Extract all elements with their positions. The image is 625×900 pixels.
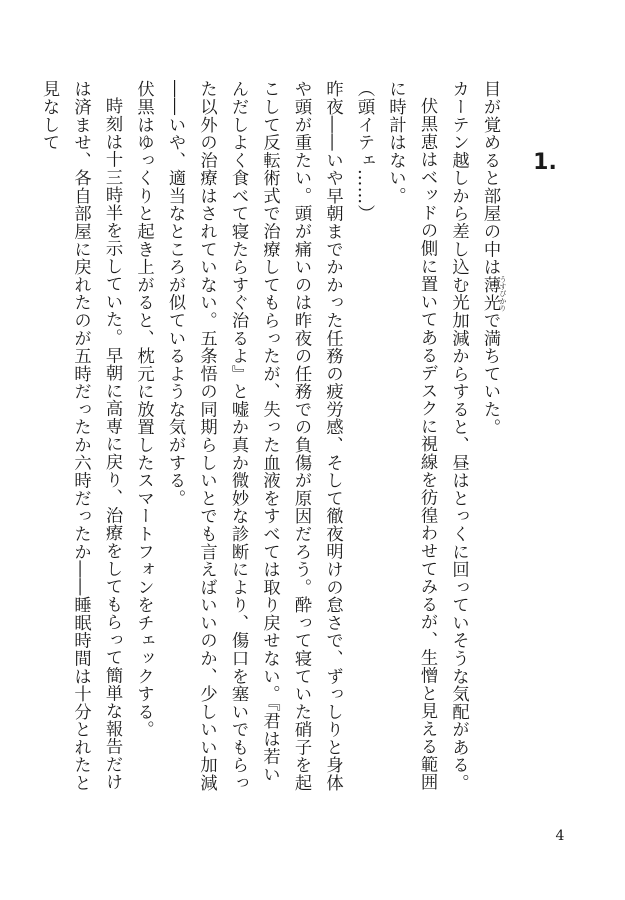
paragraph-7: 時刻は十三時半を示していた。早朝に高専に戻り、治療をしてもらって簡単な報告だけは済ませ、各自部屋に戻れたのが五時だったか六時だったか――睡眠時間は十分とれたと見なして — [39, 80, 122, 792]
paragraph-1-tail: で満ちていた。 — [480, 311, 500, 436]
paragraph-6: 伏黒はゆっくりと起き上がると、枕元に放置したスマートフォンをチェックする。 — [133, 80, 154, 739]
paragraph-3: 伏黒恵はベッドの側に置いてあるデスクに視線を彷徨わせてみるが、生憎と見える範囲に時計はない。 — [385, 80, 437, 792]
paragraph-5: 昨夜――いや早朝までかかった任務の疲労感、そして徹夜明けの怠さで、ずっしりと身体や頭が重たい。頭が痛いのは昨夜の任務での負傷が原因だろう。酔って寝ていた硝子を起こして反転術式で治療してもらったが、失った血液をすべては取り戻せない。『君は若いんだしよく食べて寝たらすぐ治るよ』と嘘か真か微妙な診断により、傷口を塞いでもらった以外の治療はされていない。五条悟の同期らしいとでも言えばいいのか、少しいい加減――いや、適当なところが似ているような気がする。 — [165, 80, 343, 792]
ruby-base: 薄光 — [480, 275, 500, 312]
body-text — [39, 80, 507, 800]
ruby-reading: うすびかり — [499, 275, 507, 312]
paragraph-1-text: 目が覚めると部屋の中は — [480, 80, 500, 276]
page-number: 4 — [555, 828, 565, 844]
paragraph-2: カーテン越しから差し込む光加減からすると、昼はとっくに回っていそうな気配がある。 — [448, 80, 469, 792]
chapter-number: 1. — [533, 150, 557, 175]
ruby-word — [480, 275, 507, 312]
paragraph-4: （頭イテェ……） — [354, 80, 374, 223]
paragraph-1 — [474, 80, 508, 800]
